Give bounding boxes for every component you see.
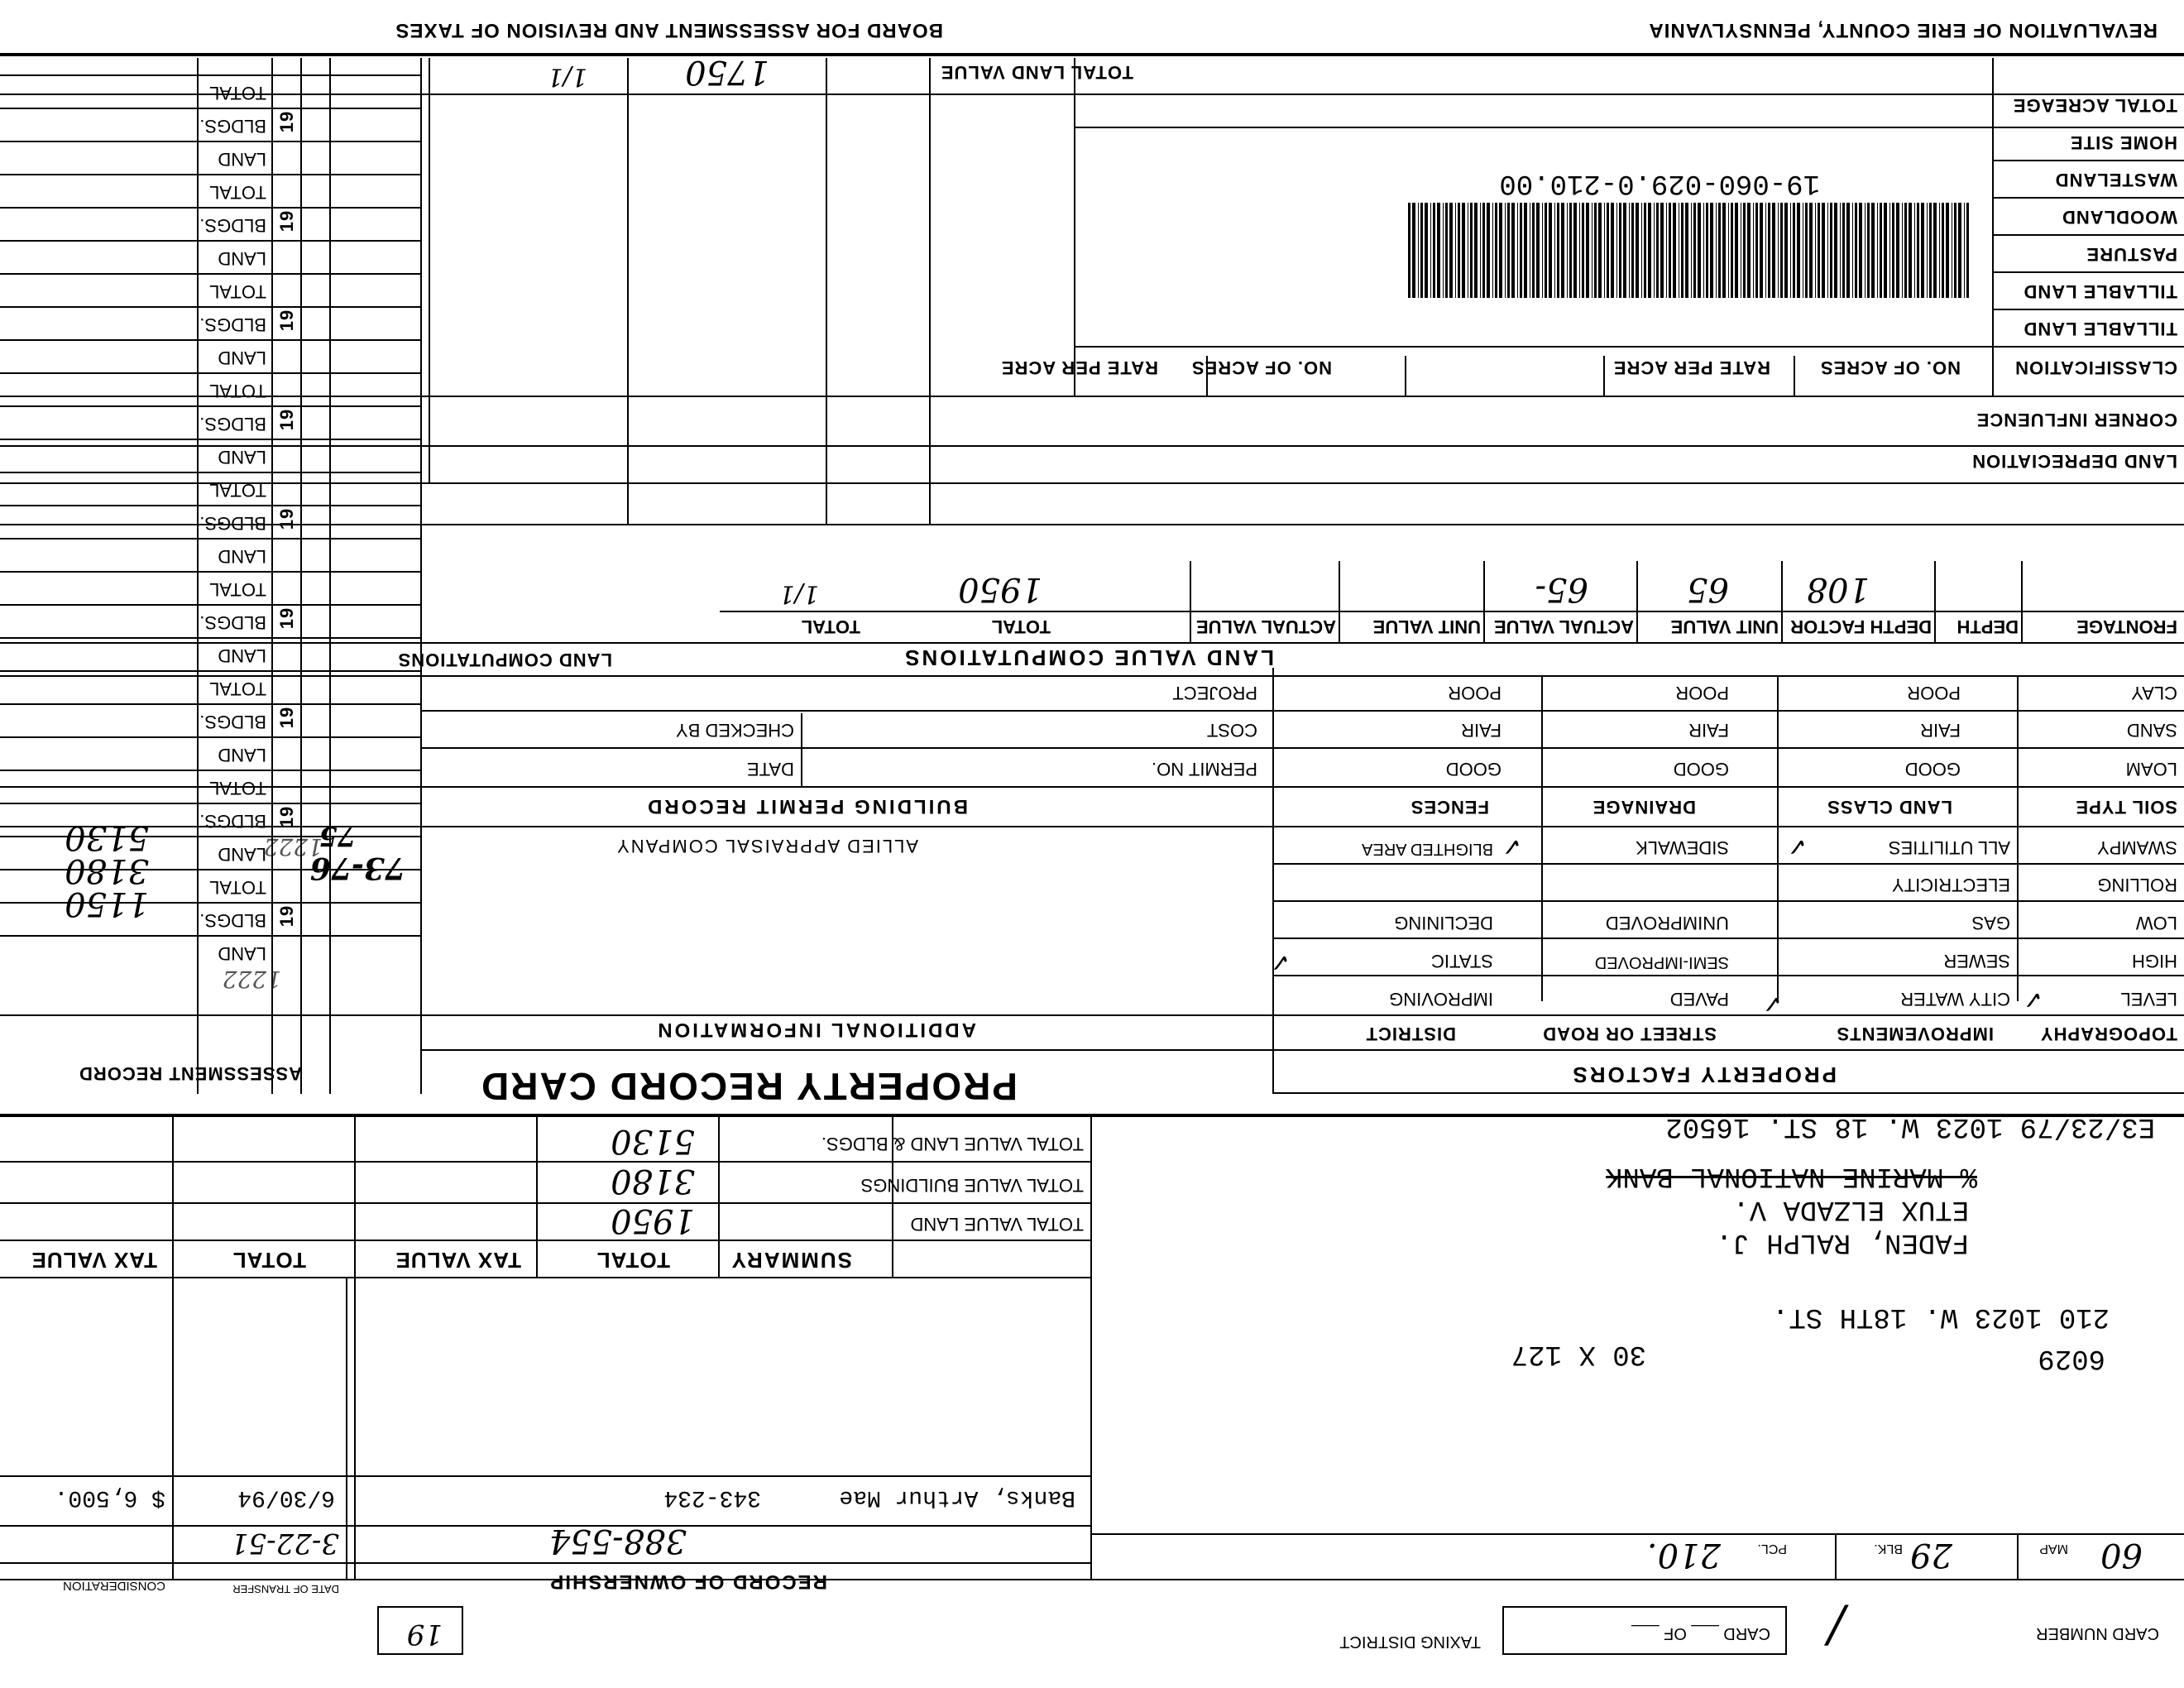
- grade-fair: FAIR: [1920, 720, 1961, 741]
- assessment-row-label: LAND: [218, 943, 266, 964]
- rule: [422, 1049, 1274, 1051]
- land-computations-label: LAND COMPUTATIONS: [397, 650, 612, 670]
- assessment-row-label: TOTAL: [209, 83, 266, 103]
- acreage-row-label: TILLABLE LAND: [2023, 281, 2177, 302]
- improvement-gas: GAS: [1971, 913, 2010, 933]
- rule: [1274, 975, 2184, 976]
- rule: [422, 710, 1274, 712]
- rule: [0, 482, 2184, 484]
- rule: [0, 108, 422, 109]
- rule: [0, 1014, 2184, 1016]
- rule: [627, 58, 629, 525]
- street-sidewalk: SIDEWALK: [1636, 837, 1729, 858]
- acreage-row-label: WASTELAND: [2054, 170, 2177, 190]
- rule: [1339, 561, 1340, 644]
- rule: [0, 207, 422, 209]
- rule: [0, 524, 2184, 525]
- lvc-total2-value: 1/1: [778, 579, 819, 608]
- rule: [0, 675, 2184, 677]
- assessment-row-label: BLDGS.: [199, 414, 266, 434]
- permit-project-label: PROJECT: [1172, 683, 1257, 703]
- rule: [1405, 356, 1406, 397]
- assessment-row-label: BLDGS.: [199, 513, 266, 534]
- improvement-city-water: CITY WATER: [1900, 989, 2010, 1009]
- no-acres-label: NO. OF ACRES: [1819, 357, 1961, 378]
- barcode: [1406, 203, 1969, 298]
- rule: [420, 58, 422, 1094]
- rule: [0, 642, 2184, 644]
- assessment-row-label: LAND: [218, 745, 266, 765]
- topography-low: LOW: [2135, 913, 2177, 933]
- grade-poor: POOR: [1907, 683, 1961, 703]
- fences-header: FENCES: [1410, 797, 1489, 818]
- blk-value: 29: [1910, 1536, 1952, 1574]
- ownership-amount-1: $ 6,500.: [54, 1484, 165, 1510]
- assessment-row-label: TOTAL: [209, 381, 266, 401]
- lvc-col-depth-factor: DEPTH FACTOR: [1790, 616, 1932, 637]
- rule: [0, 472, 422, 473]
- permit-no-label: PERMIT NO.: [1152, 759, 1257, 779]
- rule: [0, 439, 422, 440]
- rule: [0, 306, 422, 308]
- acreage-row-label: PASTURE: [2086, 244, 2177, 265]
- rule: [1274, 938, 2184, 939]
- barcode-text: 19-060-029.0-210.00: [1499, 167, 1820, 199]
- owner-address-line: E3/23/79 1023 W. 18 ST. 16502: [1665, 1110, 2155, 1142]
- rule: [0, 396, 2184, 397]
- district-blighted-area: BLIGHTED AREA: [1362, 840, 1493, 858]
- lvc-col-total: TOTAL: [991, 616, 1051, 637]
- appraisal-company: ALLIED APPRAISAL COMPANY: [615, 836, 918, 856]
- assessment-year-prefix: 19: [275, 110, 297, 133]
- rule: [1274, 1049, 2184, 1051]
- rule: [0, 703, 422, 705]
- rule: [271, 58, 273, 1094]
- rule: [1994, 197, 2184, 199]
- rule: [0, 935, 422, 937]
- ownership-book-2: 388-554: [548, 1522, 687, 1560]
- assessment-row-label: BLDGS.: [199, 712, 266, 732]
- topography-header: TOPOGRAPHY: [2039, 1024, 2177, 1044]
- assessment-row-label: TOTAL: [209, 182, 266, 203]
- rule: [1994, 234, 2184, 236]
- topography-level: LEVEL: [2120, 989, 2177, 1009]
- assessment-year-hand-2: 75: [318, 821, 356, 852]
- assessment-year-prefix: 19: [275, 607, 297, 630]
- grade-good: GOOD: [1673, 759, 1729, 779]
- rule: [0, 240, 422, 242]
- lvc-col-unit-value: UNIT VALUE: [1670, 616, 1779, 637]
- assessment-row-label: LAND: [218, 844, 266, 865]
- lot-dimensions: 30 X 127: [1511, 1338, 1646, 1369]
- assessment-year-prefix: 19: [275, 309, 297, 332]
- district-static: STATIC: [1431, 951, 1493, 971]
- rule: [0, 94, 2184, 95]
- rule: [1090, 1117, 1092, 1580]
- rule: [0, 670, 422, 672]
- improvement-all-utilities: ALL UTILITIES: [1888, 837, 2010, 858]
- assessment-row-label: BLDGS.: [199, 116, 266, 137]
- assessment-row-label: TOTAL: [209, 679, 266, 699]
- rule: [1794, 356, 1795, 397]
- rule: [0, 505, 422, 506]
- assessment-row-label: LAND: [218, 645, 266, 666]
- assessment-row-label: TOTAL: [209, 877, 266, 898]
- rule: [0, 445, 2184, 447]
- rule: [0, 174, 422, 175]
- permit-checked-by-label: CHECKED BY: [675, 720, 794, 741]
- rule: [0, 902, 422, 904]
- rule: [0, 1525, 1092, 1527]
- pcl-value: 210.: [1646, 1536, 1721, 1574]
- assessment-year-prefix: 19: [275, 209, 297, 233]
- rule: [1274, 1092, 2184, 1094]
- rule: [826, 58, 827, 525]
- summary-total-land-bldgs: TOTAL VALUE LAND & BLDGS.: [821, 1134, 1084, 1154]
- pcl-label: PCL.: [1757, 1542, 1787, 1556]
- summary-total-label: TOTAL: [596, 1248, 670, 1273]
- no-acres-label-2: NO. OF ACRES: [1190, 357, 1332, 378]
- owner-etux-line: ETUX ELZADA V.: [1732, 1193, 1969, 1225]
- card-title: PROPERTY RECORD CARD: [480, 1065, 1018, 1108]
- assessment-bldgs-value: 3180: [65, 851, 149, 890]
- rule: [1272, 668, 1274, 1094]
- rule: [429, 58, 430, 484]
- rule: [346, 1278, 347, 1580]
- assessment-row-label: BLDGS.: [199, 314, 266, 335]
- assessment-row-label: BLDGS.: [199, 612, 266, 633]
- acreage-row-label: HOME SITE: [2069, 132, 2177, 153]
- assessment-row-label: BLDGS.: [199, 910, 266, 931]
- assessment-year-prefix: 19: [275, 904, 297, 928]
- drainage-header: DRAINAGE: [1592, 797, 1696, 818]
- rule: [0, 538, 422, 539]
- rule: [1092, 1533, 2184, 1535]
- permit-title: BUILDING PERMIT RECORD: [645, 795, 968, 818]
- taxing-district-label: TAXING DISTRICT: [1339, 1633, 1481, 1651]
- assessment-row-label: LAND: [218, 348, 266, 368]
- assessment-row-label: BLDGS.: [199, 811, 266, 832]
- rule: [0, 372, 422, 374]
- rule: [718, 1117, 720, 1278]
- grade-poor: POOR: [1675, 683, 1729, 703]
- assessment-row-label: TOTAL: [209, 579, 266, 600]
- rule: [0, 1475, 1092, 1477]
- street-header: STREET OR ROAD: [1542, 1024, 1717, 1044]
- rule: [1994, 309, 2184, 310]
- rule: [1074, 58, 1075, 397]
- assessment-row-label: LAND: [218, 447, 266, 468]
- rule: [0, 637, 422, 639]
- land-depreciation-label: LAND DEPRECIATION: [1971, 451, 2177, 472]
- district-improving: IMPROVING: [1389, 989, 1493, 1009]
- lvc-col-actual-value-2: ACTUAL VALUE: [1195, 616, 1336, 637]
- rule: [0, 141, 422, 142]
- rate-per-acre-label: RATE PER ACRE: [1612, 357, 1770, 378]
- assessment-row-label: TOTAL: [209, 281, 266, 302]
- total-land-value-label: TOTAL LAND VALUE: [940, 62, 1133, 83]
- additional-info-title: ADDITIONAL INFORMATION: [655, 1019, 976, 1041]
- summary-value-land-bldgs: 5130: [611, 1122, 695, 1160]
- lvc-total-value: 1950: [958, 570, 1042, 608]
- assessment-row-label: LAND: [218, 248, 266, 269]
- assessment-year-prefix: 19: [275, 805, 297, 828]
- summary-tax-value-label-2: TAX VALUE: [31, 1248, 157, 1273]
- rule: [0, 405, 422, 407]
- map-label: MAP: [2039, 1542, 2068, 1556]
- rule: [1190, 561, 1191, 644]
- acreage-row-label: WOODLAND: [2062, 207, 2177, 228]
- corner-influence-label: CORNER INFLUENCE: [1976, 410, 2177, 430]
- classification-label: CLASSIFICATION: [2014, 357, 2177, 378]
- rule: [929, 58, 931, 525]
- rule: [354, 1117, 356, 1580]
- ownership-name-1: Banks, Arthur Mae: [839, 1484, 1075, 1510]
- rule: [0, 273, 422, 275]
- assessment-land-value: 1150: [65, 885, 149, 923]
- permit-date-label: DATE: [746, 759, 794, 779]
- grade-fair: FAIR: [1688, 720, 1729, 741]
- rule: [2017, 1535, 2019, 1580]
- rule: [0, 736, 422, 738]
- rule: [1994, 160, 2184, 161]
- topography-rolling: ROLLING: [2097, 875, 2177, 895]
- rule: [1603, 356, 1605, 397]
- lvc-title: LAND VALUE COMPUTATIONS: [903, 645, 1274, 670]
- street-semi-improved: SEMI-IMPROVED: [1594, 953, 1729, 971]
- grade-fair: FAIR: [1461, 720, 1502, 741]
- improvement-sewer: SEWER: [1943, 951, 2010, 971]
- rule: [1274, 747, 2184, 749]
- rule: [1483, 561, 1485, 644]
- board-title: BOARD FOR ASSESSMENT AND REVISION OF TAXES: [395, 19, 943, 41]
- ownership-date-1: 6/30/94: [237, 1484, 335, 1510]
- blk-label: BLK.: [1874, 1542, 1903, 1556]
- assessment-row-label: LAND: [218, 149, 266, 170]
- lvc-depth-factor-value: 108: [1806, 570, 1870, 608]
- soil-clay: CLAY: [2131, 683, 2177, 703]
- summary-total-buildings: TOTAL VALUE BUILDINGS: [860, 1175, 1084, 1196]
- land-class-header: LAND CLASS: [1827, 797, 1952, 818]
- rule: [801, 713, 802, 788]
- rule: [2017, 677, 2019, 1001]
- rule: [1934, 561, 1936, 644]
- rule: [2021, 561, 2023, 644]
- rule: [1075, 127, 2184, 128]
- rule: [0, 1277, 1092, 1278]
- county-title: REVALUATION OF ERIE COUNTY, PENNSYLVANIA: [1648, 19, 2158, 41]
- district-header: DISTRICT: [1365, 1024, 1456, 1044]
- summary-tax-value-label: TAX VALUE: [395, 1248, 521, 1273]
- lvc-actual-value-value: 65-: [1535, 570, 1588, 608]
- total-land-value-hand2: 1/1: [547, 62, 587, 91]
- assessment-year-prefix: 19: [275, 408, 297, 431]
- check-mark: ✓: [1761, 990, 1783, 1017]
- rule: [1274, 863, 2184, 865]
- rule: [0, 1240, 1092, 1241]
- assessment-year-prefix: 19: [275, 706, 297, 729]
- topography-high: HIGH: [2132, 951, 2177, 971]
- card-number-hand: /: [1827, 1597, 1845, 1655]
- lvc-col-total-2: TOTAL: [801, 616, 860, 637]
- rule: [0, 803, 422, 804]
- property-factors-title: PROPERTY FACTORS: [1570, 1062, 1837, 1087]
- acreage-row-label: TILLABLE LAND: [2023, 319, 2177, 339]
- rule: [1994, 271, 2184, 273]
- rule: [0, 571, 422, 573]
- rule: [172, 1117, 174, 1580]
- rule: [720, 611, 2184, 612]
- rule: [422, 747, 1274, 749]
- summary-total-land: TOTAL VALUE LAND: [910, 1214, 1084, 1235]
- parcel-address-line: 210 1023 W. 18TH ST.: [1771, 1301, 2110, 1332]
- card-of-label: CARD ___ OF ___: [1631, 1624, 1770, 1642]
- assessment-row-label: LAND: [218, 546, 266, 567]
- rule: [0, 1161, 1092, 1163]
- check-mark: ✓: [2022, 985, 2043, 1013]
- lvc-unit-value-value: 65: [1687, 570, 1729, 608]
- grade-good: GOOD: [1445, 759, 1502, 779]
- rule: [1781, 561, 1783, 644]
- rule: [0, 339, 422, 341]
- taxing-district-value: 19: [406, 1618, 443, 1651]
- rule: [329, 58, 331, 1094]
- rule: [1541, 677, 1543, 1001]
- summary-value-buildings: 3180: [611, 1162, 695, 1200]
- acreage-row-label: TOTAL ACREAGE: [2012, 95, 2177, 116]
- owner-name-line: FADEN, RALPH J.: [1715, 1226, 1969, 1258]
- assessment-row-label: BLDGS.: [199, 215, 266, 236]
- ownership-book-1: 343-234: [663, 1484, 761, 1510]
- map-value: 60: [2100, 1536, 2143, 1574]
- permit-cost-label: COST: [1206, 720, 1257, 741]
- lvc-col-unit-value-2: UNIT VALUE: [1372, 616, 1481, 637]
- rule: [536, 1117, 538, 1278]
- soil-sand: SAND: [2126, 720, 2177, 741]
- improvements-header: IMPROVEMENTS: [1836, 1024, 1994, 1044]
- street-unimproved: UNIMPROVED: [1605, 913, 1729, 933]
- assessment-row-label: TOTAL: [209, 778, 266, 798]
- rule: [1075, 346, 2184, 348]
- improvement-electricity: ELECTRICITY: [1891, 875, 2010, 895]
- lvc-col-depth: DEPTH: [1956, 616, 2019, 637]
- grade-good: GOOD: [1904, 759, 1961, 779]
- assessment-year-prefix: 19: [275, 507, 297, 530]
- rule: [0, 74, 422, 76]
- rule: [1777, 677, 1779, 1001]
- rate-per-acre-label-2: RATE PER ACRE: [1000, 357, 1158, 378]
- total-land-value-hand: 1750: [685, 53, 769, 91]
- soil-type-header: SOIL TYPE: [2075, 797, 2177, 818]
- card-number-label: CARD NUMBER: [2036, 1624, 2159, 1642]
- lvc-col-actual-value: ACTUAL VALUE: [1493, 616, 1634, 637]
- rule: [1274, 710, 2184, 712]
- rule: [0, 1562, 1092, 1564]
- rule: [1636, 561, 1638, 644]
- map-line: 6029: [2038, 1342, 2105, 1374]
- assessment-total-value: 5130: [65, 818, 149, 856]
- district-declining: DECLINING: [1394, 913, 1493, 933]
- faint-handwriting: 1222: [222, 966, 281, 993]
- ownership-title: RECORD OF OWNERSHIP: [548, 1571, 827, 1593]
- summary-value-land: 1950: [611, 1201, 695, 1240]
- rule: [0, 604, 422, 606]
- rule: [1274, 900, 2184, 902]
- rule: [1206, 356, 1208, 397]
- summary-total-label-2: TOTAL: [232, 1248, 306, 1273]
- assessment-row-label: TOTAL: [209, 480, 266, 501]
- faint-handwriting: 1222: [263, 833, 323, 861]
- rule: [0, 1579, 2184, 1580]
- header-rule: [0, 53, 2184, 56]
- rule: [0, 770, 422, 771]
- date-of-transfer-label: DATE OF TRANSFER: [232, 1583, 339, 1595]
- rule: [0, 786, 2184, 788]
- check-mark: ✓: [1501, 832, 1522, 860]
- rule: [197, 58, 199, 1094]
- summary-title: SUMMARY: [730, 1248, 852, 1273]
- assessment-year-hand: 73-76: [309, 851, 405, 885]
- rule: [0, 1202, 1092, 1204]
- rule: [0, 869, 422, 870]
- grade-poor: POOR: [1448, 683, 1502, 703]
- topography-swampy: SWAMPY: [2097, 837, 2177, 858]
- assessment-record-title: ASSESSMENT RECORD: [78, 1063, 302, 1084]
- rule: [1835, 1535, 1837, 1580]
- rule: [0, 836, 422, 837]
- lvc-col-frontage: FRONTAGE: [2076, 616, 2177, 637]
- consideration-label: CONSIDERATION: [63, 1579, 165, 1593]
- check-mark: ✓: [1786, 832, 1808, 860]
- rule: [300, 58, 302, 1094]
- street-paved: PAVED: [1669, 989, 1729, 1009]
- check-mark: ✓: [1269, 948, 1291, 976]
- owner-bank-line: % MARINE NATIONAL BANK: [1606, 1160, 1977, 1192]
- ownership-date-2: 3-22-51: [230, 1527, 339, 1560]
- soil-loam: LOAM: [2125, 759, 2177, 779]
- rule: [1992, 58, 1994, 397]
